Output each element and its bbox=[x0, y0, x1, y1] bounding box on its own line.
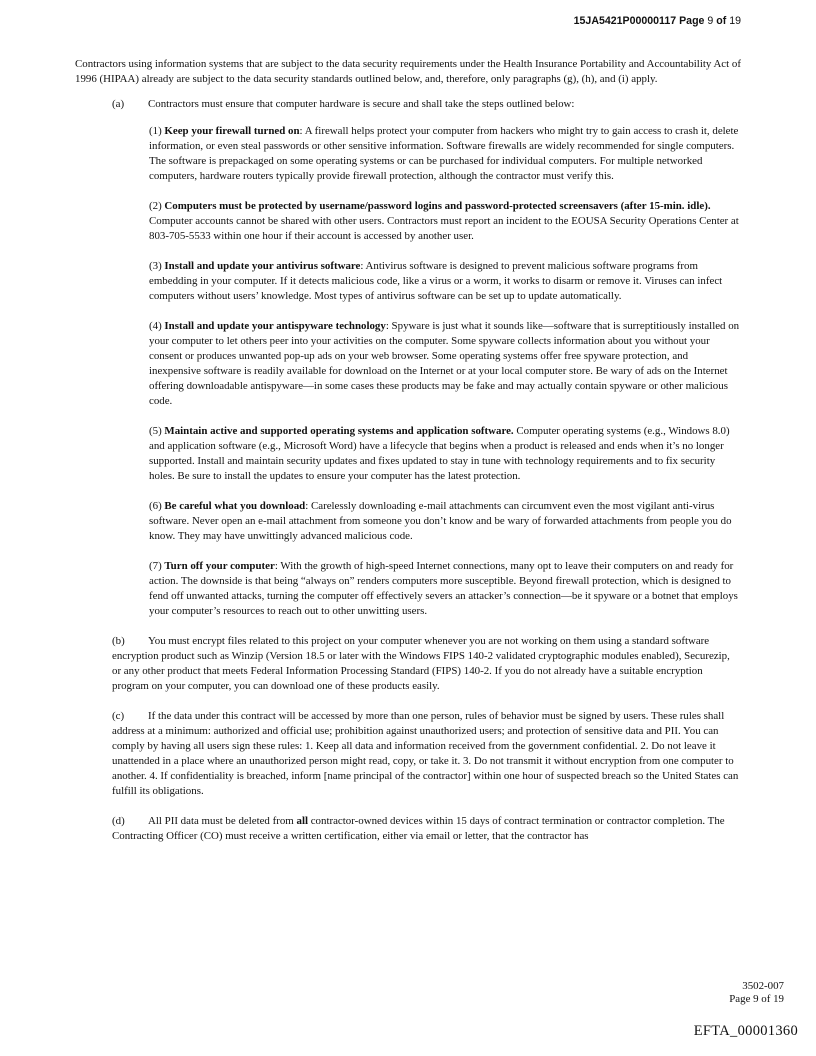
section-a bbox=[75, 97, 741, 619]
header-page-word: Page bbox=[679, 15, 705, 27]
section-c-text: If the data under this contract will be accessed by more than one person, rules of behavior must be signed by users. These rules shall address at a minimum: authorized and official use; prohibition against unauthorized users; and protection of sensitive data and PII. You can comply by having all users sign these rules: 1. Keep all data and information received from the government confidential. 2. Do not leave it unattended in a place where an unauthorized person might read, copy, or take it. 3. Do not transmit it without encryption from one computer to another. 4. If confidentiality is breached, inform [name principal of the contractor] within one hour of suspected breach so the United States can fulfill its obligations. bbox=[112, 710, 739, 797]
section-c bbox=[75, 709, 741, 799]
section-d-text-before: All PII data must be deleted from bbox=[148, 815, 297, 827]
item-text: : Spyware is just what it sounds like—software that is surreptitiously installed on your computer to let others peer into your activities on the computer. Some spyware collects information about you without your consent or produces unwanted pop-up ads on your web browser. Some operating systems offer free spyware protection, and inexpensive software is readily available for download on the Internet or at your local computer store. Be wary of ads on the Internet offering downloadable antispyware—in some cases these products may be fake and may actually contain spyware or other malicious code. bbox=[149, 320, 740, 407]
item-text: Computer operating systems (e.g., Windows 8.0) and application software (e.g., Microsoft Word) have a lifecycle that begins when a product is released and ends when it’s no longer supported. Install and maintain security updates and fixes updated to stay in tune with technology requirements and to fix security holes. Be sure to install the updates to ensure your computer has the latest protection. bbox=[149, 425, 730, 482]
section-d bbox=[75, 814, 741, 844]
header-page-total: 19 bbox=[729, 15, 741, 27]
list-item-downloads bbox=[149, 499, 741, 544]
item-text: : A firewall helps protect your computer from hackers who might try to gain access to crash it, delete information, or even steal passwords or other sensitive information. Software firewalls are widely recommended for single computers. The software is prepackaged on some operating systems or can be purchased for individual computers. For multiple networked computers, hardware routers typically provide firewall protection, although the contractor must verify this. bbox=[149, 125, 739, 182]
item-number: (7) bbox=[149, 560, 165, 572]
page-header bbox=[574, 15, 741, 27]
item-text: Computer accounts cannot be shared with other users. Contractors must report an incident to the EOUSA Security Operations Center at 803-705-5533 within one hour if their account is accessed by another user. bbox=[149, 215, 739, 242]
footer-page-text: Page 9 of 19 bbox=[729, 993, 784, 1005]
item-text: : Antivirus software is designed to prevent malicious software programs from embedding in your computer. If it detects malicious code, like a virus or a worm, it works to disarm or remove it. Viruses can infect computers without users’ knowledge. Most types of antivirus software can be set up to update automatically. bbox=[149, 260, 723, 302]
item-text: : With the growth of high-speed Internet connections, many opt to leave their computers on and ready for action. The downside is that being “always on” renders computers more susceptible. Beyond firewall protection, which is designed to fend off unwanted attacks, turning the computer off effectively severs an attacker’s connection—be it spyware or a botnet that employs your computer’s resources to reach out to other unwitting users. bbox=[149, 560, 738, 617]
document-body bbox=[75, 57, 741, 844]
list-item-passwords bbox=[149, 199, 741, 244]
item-number: (4) bbox=[149, 320, 165, 332]
section-a-items bbox=[112, 124, 741, 619]
header-page-num: 9 bbox=[707, 15, 714, 27]
item-number: (3) bbox=[149, 260, 165, 272]
header-of-word: of bbox=[716, 15, 727, 27]
item-title: Turn off your computer bbox=[164, 560, 275, 572]
item-title: Keep your firewall turned on bbox=[164, 125, 300, 137]
item-title: Computers must be protected by username/password logins and password-protected screensavers (after 15-min. idle). bbox=[164, 200, 711, 212]
page-footer bbox=[729, 980, 784, 1006]
section-b bbox=[75, 634, 741, 694]
section-b-label: (b) bbox=[112, 635, 125, 647]
item-number: (6) bbox=[149, 500, 165, 512]
item-title: Install and update your antivirus software bbox=[164, 260, 361, 272]
item-title: Maintain active and supported operating systems and application software. bbox=[164, 425, 514, 437]
section-a-label: (a) bbox=[112, 98, 125, 110]
item-number: (5) bbox=[149, 425, 165, 437]
section-d-text-after: contractor-owned devices within 15 days of contract termination or contractor completion. The Contracting Officer (CO) must receive a written certification, either via email or letter, that the contractor has bbox=[112, 815, 725, 842]
header-doc-id: 15JA5421P00000117 bbox=[573, 15, 677, 27]
item-title: Be careful what you download bbox=[164, 500, 306, 512]
section-d-label: (d) bbox=[112, 815, 125, 827]
section-a-lead bbox=[112, 97, 741, 112]
bates-number: EFTA_00001360 bbox=[693, 1023, 798, 1039]
item-title: Install and update your antispyware technology bbox=[164, 320, 386, 332]
footer-form-number: 3502-007 bbox=[742, 980, 784, 992]
list-item-firewall bbox=[149, 124, 741, 184]
section-c-label: (c) bbox=[112, 710, 125, 722]
list-item-antivirus bbox=[149, 259, 741, 304]
intro-paragraph: Contractors using information systems that are subject to the data security requirements under the Health Insurance Portability and Accountability Act of 1996 (HIPAA) already are subject to the data security standards outlined below, and, therefore, only paragraphs (g), (h), and (i) apply. bbox=[75, 58, 741, 85]
section-a-text: Contractors must ensure that computer hardware is secure and shall take the steps outlined below: bbox=[148, 98, 575, 110]
item-number: (1) bbox=[149, 125, 165, 137]
list-item-turn-off bbox=[149, 559, 741, 619]
list-item-antispyware bbox=[149, 319, 741, 409]
item-text: : Carelessly downloading e-mail attachments can circumvent even the most vigilant anti-virus software. Never open an e-mail attachment from someone you don’t know and be wary of forwarded attachments from people you do know. They may have unwittingly advanced malicious code. bbox=[149, 500, 732, 542]
list-item-os-updates bbox=[149, 424, 741, 484]
section-d-bold-word: all bbox=[296, 815, 308, 827]
item-number: (2) bbox=[149, 200, 165, 212]
section-b-text: You must encrypt files related to this project on your computer whenever you are not working on them using a standard software encryption product such as Winzip (Version 18.5 or later with the Windows FIPS 140-2 validated cryptographic modules enabled), Securezip, or any other product that meets Federal Information Processing Standard (FIPS) 140-2. If you do not already have a suitable encryption program on your computer, you can download one of these products easily. bbox=[112, 635, 730, 692]
